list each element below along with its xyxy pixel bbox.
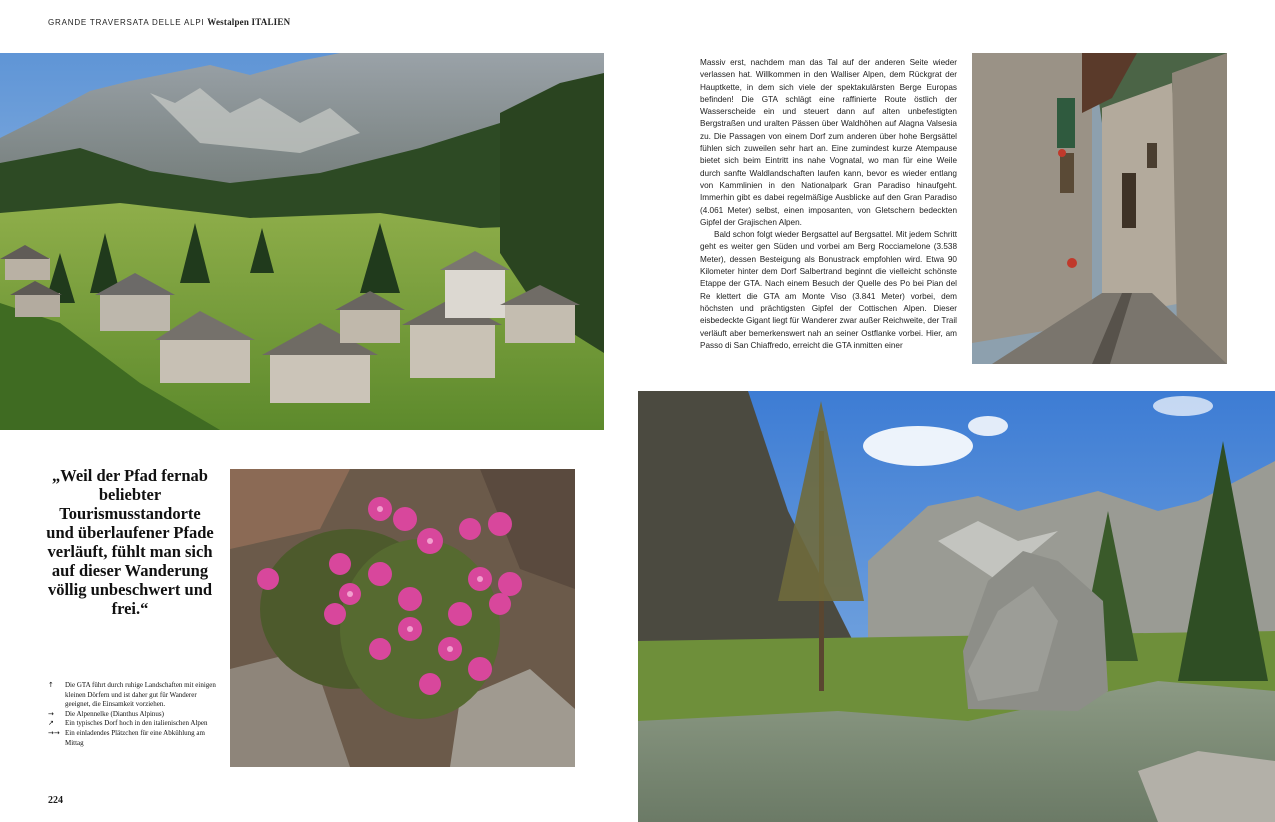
pull-quote: „Weil der Pfad fernab beliebter Tourismusstandorte und überlaufener Pfade verläuft, fühlt man sich auf dieser Wanderung völlig unbeschwert und frei.“ — [46, 466, 214, 618]
body-paragraph: Bald schon folgt wieder Bergsattel auf Bergsattel. Mit jedem Schritt geht es weiter gen Süden und vorbei am Berg Rocciamelone (3.538 Meter), dessen Besteigung als Bonustrack empfohlen wird. Etwa 90 Kilometer hinter dem Dorf Salbertrand beginnt die vielleicht schönste Etappe der GTA. Nach einem Besuch der Quelle des Po bei Pian del Re klettert die GTA am Monte Viso (3.841 Meter) vorbei, dem höchsten und prächtigsten Gipfel der Cottischen Alpen. Dieser eisbedeckte Gigant liegt für Wanderer zwar außer Reichweite, der Trail verläuft aber bemerkenswert nah an seiner Ostflanke vorbei. Hier, am Passo di San Chiaffredo, erreicht die GTA inmitten einer — [700, 230, 957, 350]
photo-alpine-village — [0, 53, 604, 430]
photo-alpine-pinks — [230, 469, 575, 767]
header-series: GRANDE TRAVERSATA DELLE ALPI — [48, 18, 205, 27]
photo-valley-stream — [638, 391, 1275, 822]
running-header — [48, 17, 290, 27]
body-paragraph: Massiv erst, nachdem man das Tal auf der anderen Seite wieder verlassen hat. Willkommen in den Walliser Alpen, dem Rückgrat der Hauptkette, in dem sich viele der spektakulärsten Berge Europas befinden! Die GTA schlägt eine raffinierte Route östlich der Wasserscheide ein und steuert dann auf alten unbefestigten Bergstraßen und uralten Pässen über Waldhöhen auf Alagna Valsesia zu. Die Passagen von einem Dorf zum anderen über hohe Bergsättel fühlen sich zuweilen sehr hart an. Eine zumindest kurze Atempause bietet sich beim Eintritt ins nahe Vognatal, wo man für eine Weile durch sanfte Waldlandschaften laufen kann, bevor es wieder entlang von Kammlinien in den Nationalpark Gran Paradiso hinaufgeht. Immerhin gibt es dabei regelmäßige Ausblicke auf den Gran Paradiso (4.061 Meter) selbst, einen imposanten, von Gletschern bedeckten Gipfel der Grajischen Alpen. — [700, 58, 957, 227]
caption-item — [48, 710, 223, 720]
arrow-up-right-icon: ↗ — [48, 719, 54, 728]
header-region: Westalpen ITALIEN — [207, 17, 291, 27]
photo-captions — [48, 681, 223, 748]
caption-item — [48, 719, 223, 729]
body-text-column — [700, 57, 957, 352]
double-arrow-right-icon: →→ — [48, 728, 60, 737]
page-number: 224 — [48, 795, 63, 806]
arrow-up-icon: ↑ — [48, 681, 54, 689]
caption-item — [48, 729, 223, 748]
photo-village-street — [972, 53, 1227, 364]
caption-item — [48, 681, 223, 710]
caption-text: Die Alpennelke (Dianthus Alpinus) — [65, 709, 164, 718]
arrow-right-icon: → — [48, 709, 54, 718]
caption-text: Die GTA führt durch ruhige Landschaften mit einigen kleinen Dörfern und ist daher gut für Wanderer geeignet, die Einsamkeit vorziehen. — [65, 681, 216, 709]
caption-text: Ein typisches Dorf hoch in den italienischen Alpen — [65, 719, 208, 728]
caption-text: Ein einladendes Plätzchen für eine Abkühlung am Mittag — [65, 728, 205, 747]
